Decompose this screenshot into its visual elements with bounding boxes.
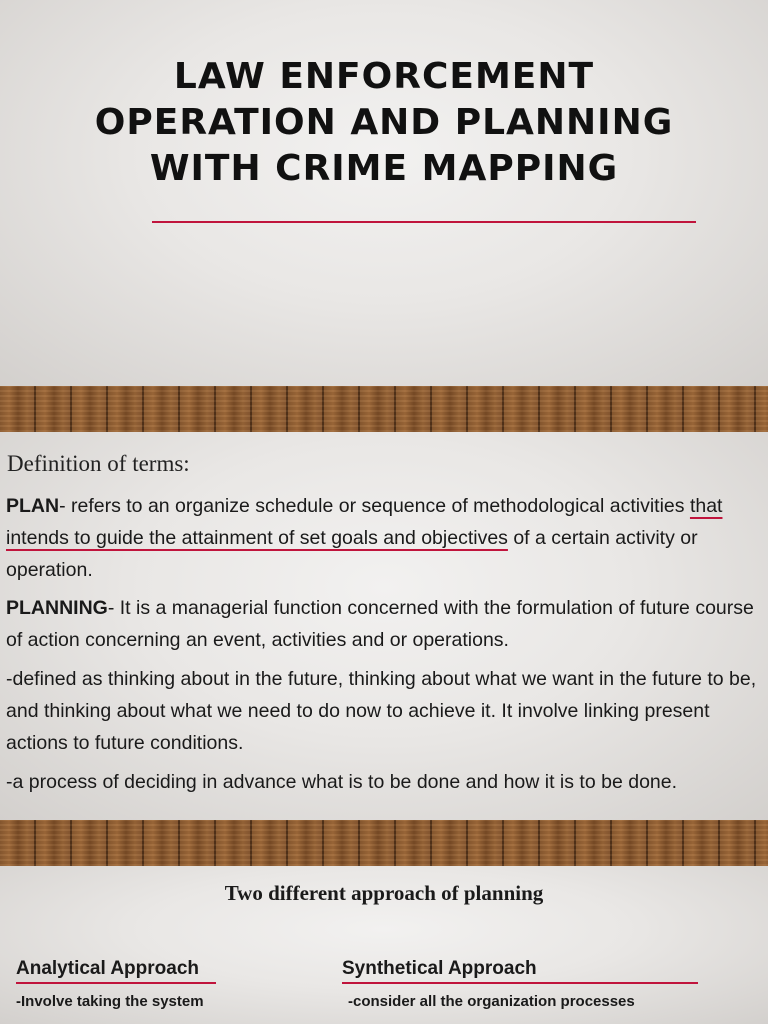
approaches-title: Two different approach of planning (224, 881, 544, 905)
slide-title: LAW ENFORCEMENT OPERATION AND PLANNING WITH CRIME MAPPING (94, 56, 674, 189)
plan-term: PLAN (6, 495, 60, 517)
planning-definition (6, 592, 758, 656)
definition-heading: Definition of terms: (7, 451, 190, 476)
thinking-definition: -defined as thinking about in the future, thinking about what we want in the future to be, and thinking about what we need to do now to achieve it. It involve linking present actions to future conditions. (6, 668, 757, 754)
wood-floor-strip (0, 386, 768, 432)
planning-term: PLANNING (6, 597, 108, 619)
analytical-approach-text: -Involve taking the system (16, 993, 204, 1010)
synthetical-approach-text: -consider all the organization processes (348, 993, 635, 1010)
title-underline-rule (152, 221, 696, 223)
planning-text: - It is a managerial function concerned with the formulation of future course of action concerning an event, activities and or operations. (6, 597, 754, 651)
title-slide (0, 0, 768, 386)
process-definition: -a process of deciding in advance what is to be done and how it is to be done. (6, 771, 678, 793)
plan-text-underlined: that intends to guide the attainment of set goals and objectives (6, 495, 723, 549)
plan-text-after: of a certain activity or operation. (6, 527, 698, 581)
analytical-approach-heading: Analytical Approach (16, 958, 200, 979)
synthetical-underline-rule (342, 982, 698, 984)
plan-definition (6, 490, 758, 586)
plan-text-before: - refers to an organize schedule or sequence of methodological activities (59, 495, 690, 517)
wood-floor-strip (0, 820, 768, 866)
synthetical-approach-heading: Synthetical Approach (342, 958, 537, 979)
analytical-underline-rule (16, 982, 216, 984)
